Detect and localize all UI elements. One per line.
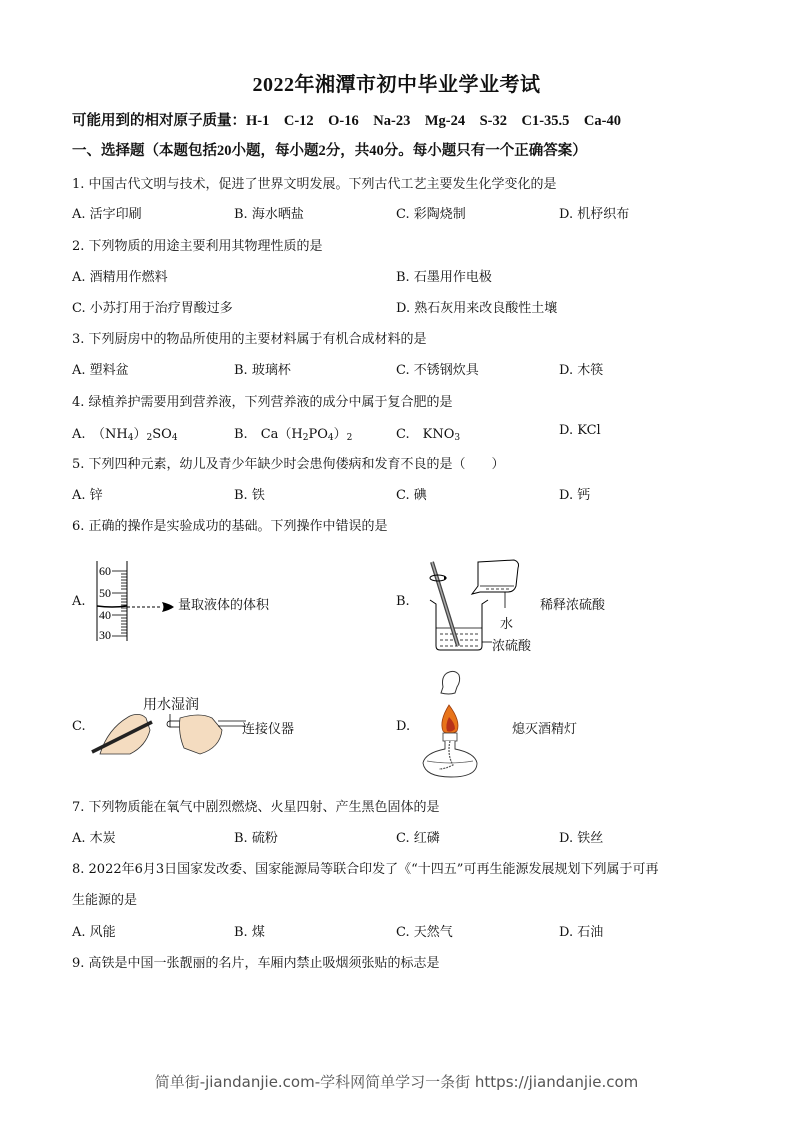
question-1-stem: 1. 中国古代文明与技术，促进了世界文明发展。下列古代工艺主要发生化学变化的是 bbox=[72, 177, 557, 192]
annotation-water: 水 bbox=[500, 617, 514, 632]
svg-text:60: 60 bbox=[99, 564, 111, 578]
section-heading: 一、选择题（本题包括20小题，每小题2分，共40分。每小题只有一个正确答案） bbox=[72, 143, 587, 159]
svg-text:50: 50 bbox=[99, 586, 111, 600]
question-5-option-d[interactable]: D. 钙 bbox=[559, 488, 591, 503]
question-8-stem-line2: 生能源的是 bbox=[72, 893, 138, 908]
option-letter: C. bbox=[396, 427, 423, 442]
figure-b-label[interactable]: B. bbox=[396, 594, 410, 609]
alcohol-lamp-figure bbox=[415, 665, 485, 783]
figure-d-label[interactable]: D. bbox=[396, 719, 411, 734]
connecting-apparatus-figure bbox=[88, 708, 248, 758]
atomic-masses: 可能用到的相对原子质量：H-1 C-12 O-16 Na-23 Mg-24 S-32 C1-35.5 Ca-40 bbox=[72, 113, 621, 129]
question-8-stem-line1: 8. 2022年6月3日国家发改委、国家能源局等联合印发了《“十四五”可再生能源发展规划下列属于可再 bbox=[72, 862, 659, 877]
question-8-option-d[interactable]: D. 石油 bbox=[559, 925, 604, 940]
question-8-option-a[interactable]: A. 风能 bbox=[72, 925, 116, 940]
question-3-option-d[interactable]: D. 木筷 bbox=[559, 363, 604, 378]
question-4-option-b[interactable] bbox=[234, 423, 352, 443]
question-4-option-d[interactable]: D. KCl bbox=[559, 423, 601, 438]
question-1-option-b[interactable]: B. 海水晒盐 bbox=[234, 207, 304, 222]
question-9-stem: 9. 高铁是中国一张靓丽的名片，车厢内禁止吸烟须张贴的标志是 bbox=[72, 956, 440, 971]
question-7-option-d[interactable]: D. 铁丝 bbox=[559, 831, 604, 846]
option-letter: A. bbox=[72, 427, 99, 442]
figure-a-label[interactable]: A. bbox=[72, 594, 86, 609]
question-1-option-d[interactable]: D. 机杼织布 bbox=[559, 207, 630, 222]
question-7-option-a[interactable]: A. 木炭 bbox=[72, 831, 116, 846]
svg-text:40: 40 bbox=[99, 608, 111, 622]
question-4-option-c[interactable] bbox=[396, 423, 460, 443]
question-6-stem: 6. 正确的操作是实验成功的基础。下列操作中错误的是 bbox=[72, 519, 388, 534]
question-5-stem: 5. 下列四种元素，幼儿及青少年缺少时会患佝偻病和发育不良的是（ ） bbox=[72, 457, 505, 472]
figure-a-caption: 量取液体的体积 bbox=[178, 598, 270, 613]
question-1-option-c[interactable]: C. 彩陶烧制 bbox=[396, 207, 466, 222]
exam-title: 2022年湘潭市初中毕业学业考试 bbox=[252, 74, 541, 96]
question-4-option-a[interactable] bbox=[72, 423, 178, 443]
figure-c-caption: 连接仪器 bbox=[242, 722, 295, 737]
question-4-stem: 4. 绿植养护需要用到营养液，下列营养液的成分中属于复合肥的是 bbox=[72, 395, 453, 410]
formula-kno3: $KNO_3$ bbox=[422, 427, 461, 443]
question-3-option-c[interactable]: C. 不锈钢炊具 bbox=[396, 363, 479, 378]
question-3-option-a[interactable]: A. 塑料盆 bbox=[72, 363, 129, 378]
question-5-option-b[interactable]: B. 铁 bbox=[234, 488, 265, 503]
question-3-option-b[interactable]: B. 玻璃杯 bbox=[234, 363, 291, 378]
option-letter: B. bbox=[234, 427, 261, 442]
question-7-option-c[interactable]: C. 红磷 bbox=[396, 831, 440, 846]
annotation-wet-with-water: 用水湿润 bbox=[143, 697, 199, 713]
question-2-option-b[interactable]: B. 石墨用作电极 bbox=[396, 270, 492, 285]
figure-c-label[interactable]: C. bbox=[72, 719, 86, 734]
question-2-stem: 2. 下列物质的用途主要利用其物理性质的是 bbox=[72, 239, 323, 254]
question-2-option-a[interactable]: A. 酒精用作燃料 bbox=[72, 270, 168, 285]
figure-d-caption: 熄灭酒精灯 bbox=[512, 722, 578, 737]
annotation-concentrated-acid: 浓硫酸 bbox=[492, 639, 532, 654]
graduated-cylinder-figure bbox=[90, 558, 180, 643]
question-8-option-b[interactable]: B. 煤 bbox=[234, 925, 265, 940]
lamp-cap-icon bbox=[441, 671, 460, 694]
question-2-option-c[interactable]: C. 小苏打用于治疗胃酸过多 bbox=[72, 301, 233, 316]
formula-nh4-2so4: $(NH_4)_2SO_4$ bbox=[98, 427, 178, 443]
figure-b-caption: 稀释浓硫酸 bbox=[540, 598, 606, 613]
question-3-stem: 3. 下列厨房中的物品所使用的主要材料属于有机合成材料的是 bbox=[72, 332, 427, 347]
question-2-option-d[interactable]: D. 熟石灰用来改良酸性土壤 bbox=[396, 301, 558, 316]
page-footer-watermark: 简单街-jiandanjie.com-学科网简单学习一条街 https://jiandanjie.com bbox=[154, 1073, 639, 1091]
question-8-option-c[interactable]: C. 天然气 bbox=[396, 925, 453, 940]
question-7-option-b[interactable]: B. 硫粉 bbox=[234, 831, 278, 846]
question-5-option-c[interactable]: C. 碘 bbox=[396, 488, 427, 503]
question-7-stem: 7. 下列物质能在氧气中剧烈燃烧、火星四射、产生黑色固体的是 bbox=[72, 800, 440, 815]
formula-ca-h2po4-2: $Ca(H_2PO_4)_2$ bbox=[260, 427, 353, 443]
svg-text:30: 30 bbox=[99, 628, 111, 642]
question-5-option-a[interactable]: A. 锌 bbox=[72, 488, 103, 503]
question-1-option-a[interactable]: A. 活字印刷 bbox=[72, 207, 142, 222]
